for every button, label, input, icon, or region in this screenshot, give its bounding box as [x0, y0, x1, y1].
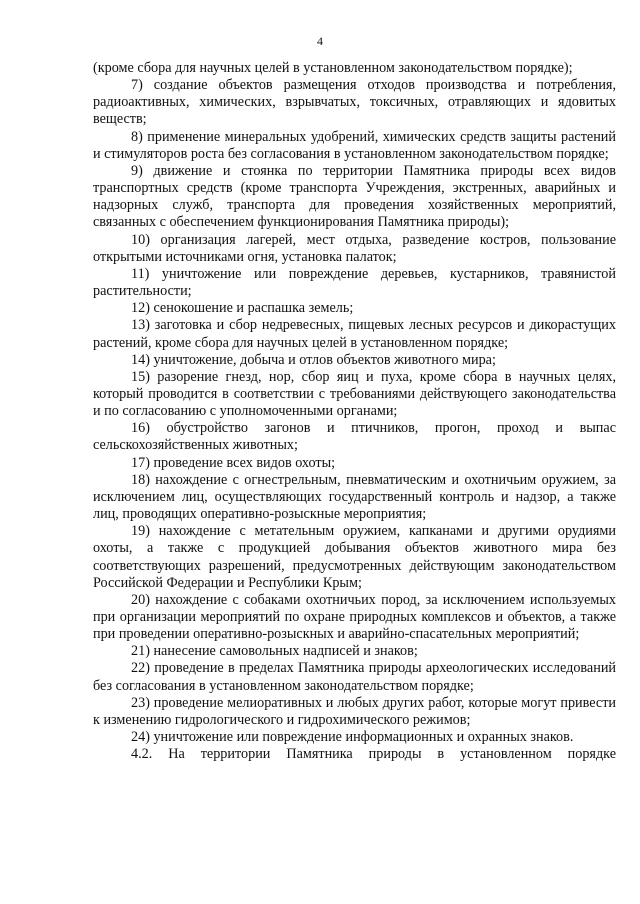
- list-item-8: 8) применение минеральных удобрений, химических средств защиты растений и стимуляторов роста без согласования в установленном законодательством порядке;: [93, 128, 616, 162]
- section-4-2-paragraph: 4.2. На территории Памятника природы в установленном порядке: [131, 746, 616, 763]
- list-item-17: 17) проведение всех видов охоты;: [131, 454, 336, 471]
- list-item-18: 18) нахождение с огнестрельным, пневматическим и охотничьим оружием, за исключением лиц, осуществляющих государственный контроль и надзор, а также лиц, проводящих оперативно-розыскные мероприятия;: [93, 471, 616, 523]
- list-item-11: 11) уничтожение или повреждение деревьев, кустарников, травянистой растительности;: [93, 265, 616, 300]
- list-item-13: 13) заготовка и сбор недревесных, пищевых лесных ресурсов и дикорастущих растений, кроме сбора для научных целей в установленном порядке;: [93, 317, 616, 351]
- list-item-14: 14) уничтожение, добыча и отлов объектов животного мира;: [131, 351, 496, 368]
- document-body: [93, 60, 616, 763]
- list-item-10: 10) организация лагерей, мест отдыха, разведение костров, пользование открытыми источниками огня, установка палаток;: [93, 231, 616, 265]
- list-item-16: 16) обустройство загонов и птичников, прогон, проход и выпас сельскохозяйственных животных;: [93, 420, 616, 454]
- list-item-12: 12) сенокошение и распашка земель;: [131, 300, 354, 317]
- list-item-19: 19) нахождение с метательным оружием, капканами и другими орудиями охоты, а также с продукцией добывания объектов животного мира без соответствующих разрешений, предусмотренных действующим законодательством Российской Федерации и Республики Крым;: [93, 523, 616, 591]
- list-item-22: 22) проведение в пределах Памятника природы археологических исследований без согласования в установленном законодательством порядке;: [93, 660, 616, 694]
- page-number: 4: [317, 34, 323, 48]
- list-item-7: 7) создание объектов размещения отходов производства и потребления, радиоактивных, химических, взрывчатых, токсичных, отравляющих и ядовитых веществ;: [93, 77, 616, 128]
- list-item-9: 9) движение и стоянка по территории Памятника природы всех видов транспортных средств (кроме транспорта Учреждения, экстренных, аварийных и надзорных служб, транспорта для проведения хозяйственных мероприятий, связанных с обеспечением функционирования Памятника природы);: [93, 162, 616, 231]
- list-item-23: 23) проведение мелиоративных и любых других работ, которые могут привести к изменению гидрологического и гидрохимического режимов;: [93, 694, 616, 728]
- list-item-15: 15) разорение гнезд, нор, сбор яиц и пуха, кроме сбора в научных целях, который проводится в соответствии с требованиями действующего законодательства и по согласованию с уполномоченными органами;: [93, 368, 616, 420]
- list-item-21: 21) нанесение самовольных надписей и знаков;: [131, 643, 418, 660]
- list-item-24: 24) уничтожение или повреждение информационных и охранных знаков.: [131, 729, 574, 746]
- list-item-20: 20) нахождение с собаками охотничьих пород, за исключением используемых при организации мероприятий по охране природных комплексов и объектов, а также при проведении оперативно-розыскных и аварийно-спасательных мероприятий;: [93, 591, 616, 643]
- paragraph-continuation: (кроме сбора для научных целей в установленном законодательством порядке);: [93, 60, 573, 76]
